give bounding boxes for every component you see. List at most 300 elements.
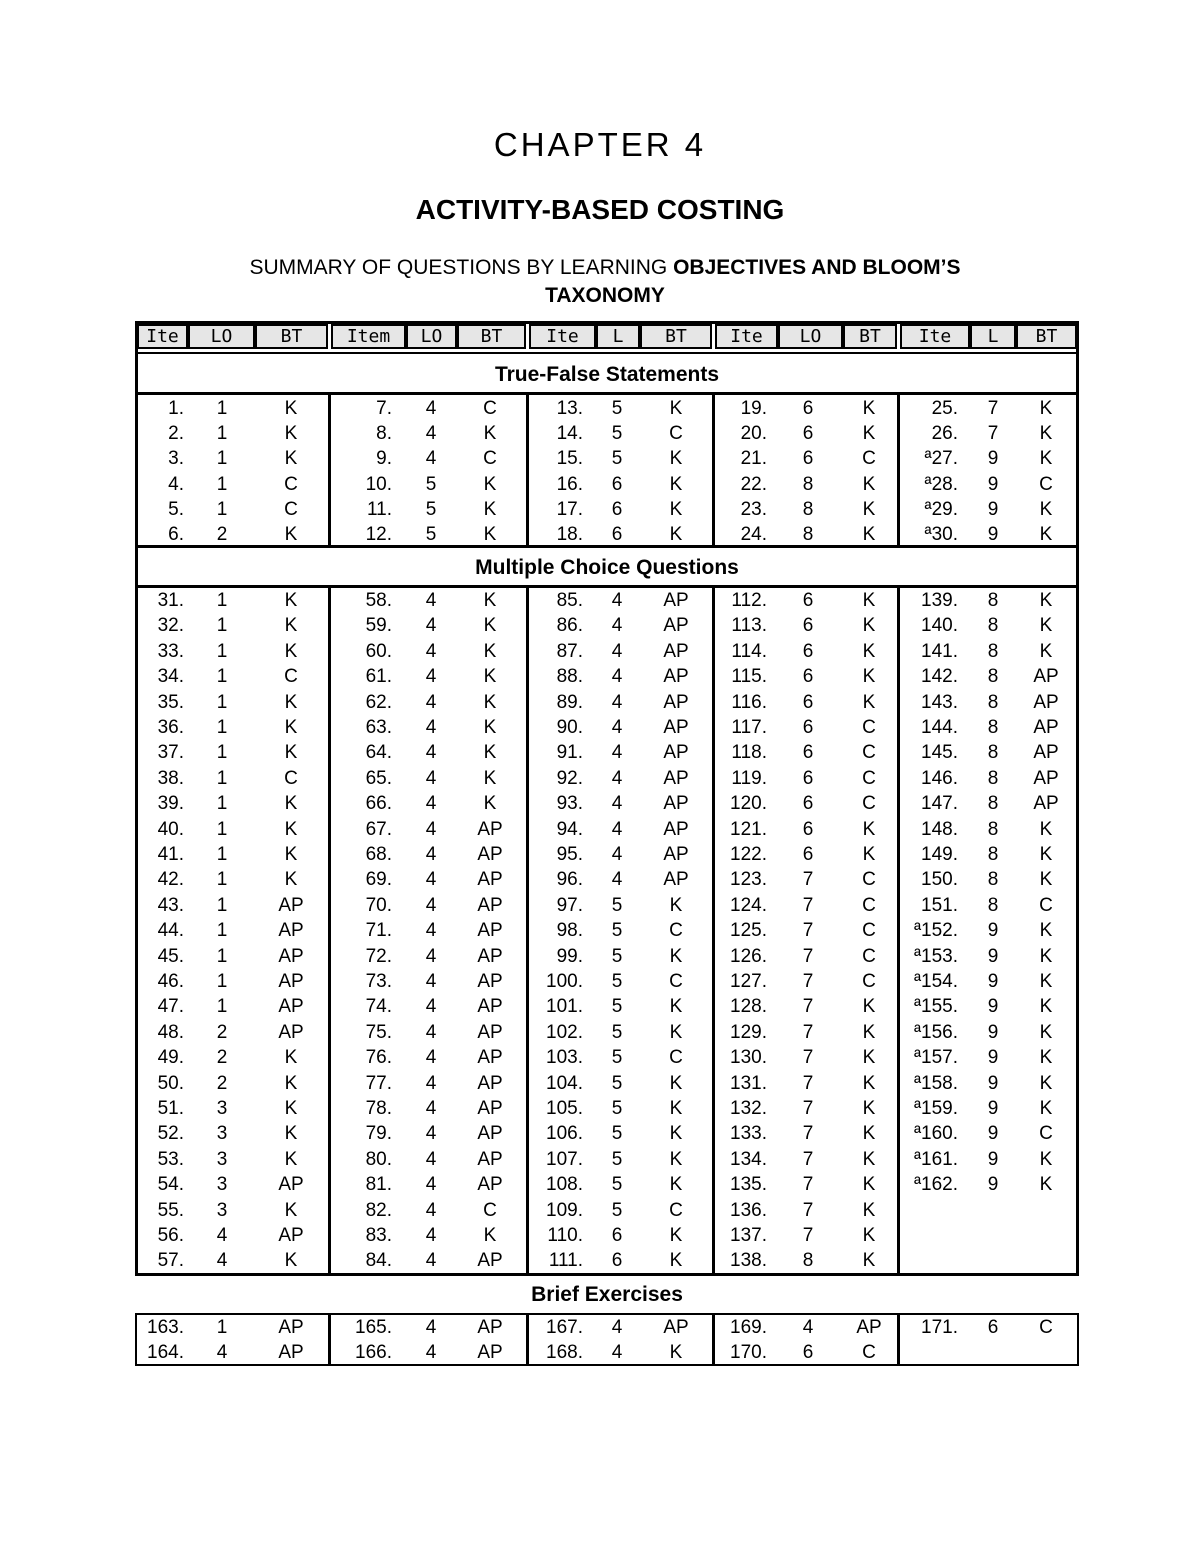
column-divider: [328, 392, 331, 547]
lo-value: 2: [216, 524, 228, 545]
bt-value: AP: [278, 971, 304, 992]
bt-value: K: [483, 1225, 497, 1246]
lo-value: 4: [425, 1123, 437, 1145]
item-number: 109.: [546, 1199, 583, 1221]
bt-value: K: [483, 473, 497, 495]
column-divider: [526, 585, 529, 1276]
item-number: 85.: [556, 590, 583, 611]
column-divider: [897, 392, 900, 547]
lo-value: 7: [802, 1225, 814, 1246]
bt-value: K: [669, 524, 683, 545]
lo-value: 5: [611, 920, 623, 942]
lo-value: 5: [425, 524, 437, 545]
item-number: 23.: [740, 498, 767, 520]
lo-value: 4: [611, 615, 623, 637]
column-header: Ite: [137, 324, 188, 349]
lo-value: 6: [802, 844, 814, 865]
lo-value: 5: [611, 996, 623, 1018]
bt-value: K: [669, 1342, 683, 1363]
item-number: 55.: [157, 1199, 184, 1221]
bt-value: K: [862, 640, 876, 662]
lo-value: 4: [611, 793, 623, 815]
bt-value: K: [284, 1072, 298, 1094]
bt-value: K: [669, 1021, 683, 1043]
lo-value: 8: [987, 590, 999, 611]
item-number: 48.: [157, 1021, 184, 1043]
item-number: 78.: [365, 1098, 392, 1119]
item-number: 50.: [157, 1072, 184, 1094]
bt-value: AP: [1033, 767, 1059, 789]
lo-value: 4: [425, 717, 437, 738]
lo-value: 7: [802, 996, 814, 1018]
item-number: 79.: [365, 1123, 392, 1145]
lo-value: 9: [987, 1098, 999, 1119]
bt-value: K: [862, 666, 876, 688]
bt-value: K: [483, 640, 497, 662]
item-number: 82.: [365, 1199, 392, 1221]
item-number: 88.: [556, 666, 583, 688]
lo-value: 5: [611, 945, 623, 967]
bt-value: K: [862, 398, 876, 419]
bt-value: K: [862, 1021, 876, 1043]
lo-value: 4: [425, 615, 437, 637]
lo-value: 3: [216, 1199, 228, 1221]
lo-value: 8: [987, 640, 999, 662]
bt-value: K: [862, 1047, 876, 1069]
item-number: 52.: [157, 1123, 184, 1145]
item-number: 57.: [157, 1250, 184, 1272]
bt-value: AP: [477, 1317, 503, 1338]
lo-value: 8: [987, 666, 999, 688]
item-number: 135.: [730, 1174, 767, 1196]
item-number: 39.: [157, 793, 184, 815]
lo-value: 4: [425, 1047, 437, 1069]
item-number: 114.: [731, 640, 767, 662]
lo-value: 9: [987, 1021, 999, 1043]
lo-value: 6: [802, 398, 814, 419]
lo-value: 1: [216, 498, 228, 520]
bt-value: K: [1039, 869, 1053, 891]
item-number: 5.: [168, 498, 184, 520]
bt-value: K: [284, 615, 298, 637]
item-number: 115.: [731, 666, 767, 688]
lo-value: 1: [216, 996, 228, 1018]
bt-value: K: [483, 590, 497, 611]
item-number: ª159.: [913, 1098, 958, 1119]
item-number: 140.: [921, 615, 958, 637]
bt-value: K: [669, 398, 683, 419]
column-divider: [712, 585, 715, 1276]
bt-value: K: [862, 818, 876, 840]
bt-value: C: [483, 1199, 497, 1221]
item-number: 45.: [157, 945, 184, 967]
item-number: 65.: [365, 767, 392, 789]
item-number: 14.: [556, 423, 583, 445]
lo-value: 4: [611, 844, 623, 865]
item-number: 107.: [546, 1148, 583, 1170]
bt-value: K: [862, 1199, 876, 1221]
bt-value: AP: [278, 945, 304, 967]
item-number: 148.: [921, 818, 958, 840]
lo-value: 1: [216, 1317, 228, 1338]
item-number: 22.: [740, 473, 767, 495]
bt-value: K: [483, 767, 497, 789]
lo-value: 1: [216, 945, 228, 967]
item-number: 98.: [556, 920, 583, 942]
lo-value: 6: [802, 615, 814, 637]
item-number: 9.: [376, 448, 392, 470]
bt-value: AP: [663, 742, 689, 764]
bt-value: C: [284, 498, 298, 520]
item-number: ª27.: [924, 448, 958, 470]
item-number: 133.: [730, 1123, 767, 1145]
lo-value: 7: [987, 423, 999, 445]
bt-value: K: [669, 448, 683, 470]
bt-value: K: [669, 1123, 683, 1145]
lo-value: 4: [425, 1098, 437, 1119]
item-number: 112.: [731, 590, 767, 611]
column-header: Item: [331, 324, 406, 349]
bt-value: AP: [1033, 717, 1059, 738]
bt-value: AP: [663, 691, 689, 713]
lo-value: 1: [216, 844, 228, 865]
item-number: 59.: [365, 615, 392, 637]
item-number: 101.: [546, 996, 583, 1018]
lo-value: 4: [611, 590, 623, 611]
lo-value: 1: [216, 615, 228, 637]
bt-value: C: [483, 398, 497, 419]
lo-value: 1: [216, 767, 228, 789]
item-number: 144.: [921, 717, 958, 738]
item-number: 16.: [556, 473, 583, 495]
item-number: 4.: [168, 473, 184, 495]
bt-value: AP: [477, 971, 503, 992]
bt-value: K: [483, 793, 497, 815]
bt-value: K: [862, 1250, 876, 1272]
item-number: 105.: [546, 1098, 583, 1119]
lo-value: 4: [425, 1174, 437, 1196]
item-number: 90.: [556, 717, 583, 738]
bt-value: K: [284, 717, 298, 738]
lo-value: 4: [611, 666, 623, 688]
item-number: 111.: [548, 1250, 583, 1272]
section-title-true-false: True-False Statements: [494, 363, 720, 386]
lo-value: 7: [802, 1174, 814, 1196]
lo-value: 5: [425, 473, 437, 495]
bt-value: K: [284, 691, 298, 713]
item-number: 75.: [365, 1021, 392, 1043]
bt-value: AP: [1033, 666, 1059, 688]
item-number: 47.: [157, 996, 184, 1018]
item-number: 126.: [730, 945, 767, 967]
bt-value: K: [1039, 920, 1053, 942]
bt-value: K: [1039, 818, 1053, 840]
bt-value: AP: [278, 894, 304, 916]
item-number: 18.: [556, 524, 583, 545]
bt-value: K: [1039, 1148, 1053, 1170]
lo-value: 9: [987, 498, 999, 520]
item-number: ª29.: [924, 498, 958, 520]
lo-value: 6: [802, 640, 814, 662]
bt-value: K: [669, 1148, 683, 1170]
item-number: 146.: [921, 767, 958, 789]
bt-value: K: [284, 448, 298, 470]
item-number: 110.: [547, 1225, 583, 1246]
item-number: 89.: [556, 691, 583, 713]
lo-value: 8: [802, 498, 814, 520]
bt-value: AP: [663, 844, 689, 865]
item-number: 41.: [157, 844, 184, 865]
bt-value: C: [862, 945, 876, 967]
column-header: L: [970, 324, 1016, 349]
lo-value: 4: [216, 1342, 228, 1363]
item-number: 143.: [921, 691, 958, 713]
lo-value: 4: [425, 793, 437, 815]
item-number: 7.: [376, 398, 392, 419]
bt-value: K: [284, 423, 298, 445]
bt-value: K: [284, 818, 298, 840]
bt-value: AP: [278, 1317, 304, 1338]
item-number: 70.: [365, 894, 392, 916]
item-number: 15.: [556, 448, 583, 470]
section-title-brief-exercises: Brief Exercises: [531, 1283, 683, 1306]
item-number: 49.: [157, 1047, 184, 1069]
item-number: 36.: [157, 717, 184, 738]
item-number: 166.: [355, 1342, 392, 1363]
bt-value: AP: [663, 818, 689, 840]
item-number: 134.: [730, 1148, 767, 1170]
bt-value: AP: [477, 869, 503, 891]
bt-value: K: [862, 996, 876, 1018]
lo-value: 9: [987, 920, 999, 942]
lo-value: 5: [611, 1123, 623, 1145]
item-number: 121.: [730, 818, 767, 840]
item-number: 145.: [921, 742, 958, 764]
item-number: 8.: [376, 423, 392, 445]
section-title-multiple-choice: Multiple Choice Questions: [475, 556, 739, 579]
lo-value: 6: [802, 423, 814, 445]
bt-value: C: [1039, 894, 1053, 916]
lo-value: 7: [802, 1047, 814, 1069]
bt-value: C: [862, 793, 876, 815]
item-number: ª155.: [913, 996, 958, 1018]
item-number: 171.: [921, 1317, 958, 1338]
bt-value: K: [862, 1098, 876, 1119]
item-number: 44.: [157, 920, 184, 942]
bt-value: C: [669, 971, 683, 992]
lo-value: 6: [611, 524, 623, 545]
lo-value: 9: [987, 971, 999, 992]
bt-value: AP: [477, 920, 503, 942]
item-number: 66.: [365, 793, 392, 815]
lo-value: 1: [216, 920, 228, 942]
item-number: 132.: [730, 1098, 767, 1119]
bt-value: C: [862, 717, 876, 738]
bt-value: K: [483, 615, 497, 637]
bt-value: AP: [477, 894, 503, 916]
item-number: 139.: [921, 590, 958, 611]
lo-value: 9: [987, 945, 999, 967]
lo-value: 4: [611, 869, 623, 891]
item-number: ª162.: [913, 1174, 958, 1196]
bt-value: K: [669, 1072, 683, 1094]
bt-value: K: [1039, 844, 1053, 865]
lo-value: 1: [216, 666, 228, 688]
bt-value: C: [1039, 1317, 1053, 1338]
item-number: 2.: [168, 423, 184, 445]
bt-value: AP: [477, 818, 503, 840]
lo-value: 7: [802, 1199, 814, 1221]
bt-value: K: [1039, 498, 1053, 520]
bt-value: K: [862, 615, 876, 637]
lo-value: 7: [802, 1123, 814, 1145]
item-number: 77.: [365, 1072, 392, 1094]
bt-value: K: [1039, 996, 1053, 1018]
item-number: 163.: [147, 1317, 184, 1338]
bt-value: K: [862, 1225, 876, 1246]
column-header: BT: [255, 324, 328, 349]
lo-value: 8: [987, 818, 999, 840]
lo-value: 4: [611, 691, 623, 713]
bt-value: K: [284, 793, 298, 815]
bt-value: K: [862, 1072, 876, 1094]
lo-value: 4: [425, 1317, 437, 1338]
lo-value: 3: [216, 1148, 228, 1170]
lo-value: 4: [425, 742, 437, 764]
page-title: ACTIVITY-BASED COSTING: [415, 194, 785, 225]
item-number: 71.: [365, 920, 392, 942]
lo-value: 4: [425, 996, 437, 1018]
lo-value: 4: [425, 398, 437, 419]
item-number: 12.: [365, 524, 392, 545]
lo-value: 4: [425, 844, 437, 865]
lo-value: 6: [802, 691, 814, 713]
item-number: 3.: [168, 448, 184, 470]
lo-value: 6: [802, 448, 814, 470]
item-number: 123.: [730, 869, 767, 891]
lo-value: 6: [987, 1317, 999, 1338]
bt-value: K: [284, 398, 298, 419]
item-number: ª153.: [913, 945, 958, 967]
lo-value: 4: [425, 1225, 437, 1246]
item-number: ª30.: [924, 524, 958, 545]
lo-value: 8: [987, 742, 999, 764]
item-number: 131.: [730, 1072, 767, 1094]
bt-value: AP: [663, 793, 689, 815]
column-header: BT: [843, 324, 897, 349]
bt-value: AP: [663, 640, 689, 662]
item-number: 72.: [365, 945, 392, 967]
bt-value: AP: [663, 590, 689, 611]
item-number: 26.: [931, 423, 958, 445]
item-number: 142.: [921, 666, 958, 688]
item-number: 167.: [546, 1317, 583, 1338]
lo-value: 8: [987, 615, 999, 637]
column-divider: [526, 392, 529, 547]
bt-value: AP: [477, 1148, 503, 1170]
item-number: 6.: [168, 524, 184, 545]
item-number: ª152.: [913, 920, 958, 942]
item-number: 80.: [365, 1148, 392, 1170]
item-number: ª154.: [913, 971, 958, 992]
item-number: 25.: [931, 398, 958, 419]
bt-value: AP: [477, 1047, 503, 1069]
lo-value: 2: [216, 1072, 228, 1094]
item-number: ª156.: [913, 1021, 958, 1043]
bt-value: C: [669, 920, 683, 942]
item-number: 136.: [730, 1199, 767, 1221]
item-number: 124.: [730, 894, 767, 916]
lo-value: 4: [425, 691, 437, 713]
lo-value: 8: [987, 767, 999, 789]
column-header: LO: [188, 324, 255, 349]
item-number: 127.: [730, 971, 767, 992]
bt-value: K: [669, 1174, 683, 1196]
item-number: 24.: [740, 524, 767, 545]
bt-value: K: [669, 1225, 683, 1246]
bt-value: K: [1039, 423, 1053, 445]
lo-value: 9: [987, 1148, 999, 1170]
lo-value: 1: [216, 818, 228, 840]
lo-value: 7: [802, 894, 814, 916]
lo-value: 7: [987, 398, 999, 419]
item-number: 32.: [157, 615, 184, 637]
lo-value: 4: [425, 971, 437, 992]
bt-value: AP: [278, 1021, 304, 1043]
bt-value: C: [669, 1199, 683, 1221]
lo-value: 8: [987, 894, 999, 916]
item-number: 43.: [157, 894, 184, 916]
bt-value: K: [483, 498, 497, 520]
lo-value: 6: [611, 498, 623, 520]
bt-value: K: [483, 666, 497, 688]
bt-value: C: [862, 920, 876, 942]
item-number: 120.: [730, 793, 767, 815]
lo-value: 4: [216, 1250, 228, 1272]
bt-value: AP: [278, 996, 304, 1018]
bt-value: C: [284, 767, 298, 789]
lo-value: 9: [987, 1072, 999, 1094]
bt-value: AP: [477, 844, 503, 865]
bt-value: K: [284, 1199, 298, 1221]
column-header: Ite: [715, 324, 778, 349]
bt-value: AP: [278, 920, 304, 942]
lo-value: 9: [987, 448, 999, 470]
lo-value: 6: [611, 1250, 623, 1272]
header-divider: [135, 352, 1079, 354]
lo-value: 2: [216, 1021, 228, 1043]
chapter-title: CHAPTER 4: [493, 126, 707, 163]
bt-value: K: [1039, 590, 1053, 611]
bt-value: K: [284, 1098, 298, 1119]
bt-value: C: [284, 666, 298, 688]
lo-value: 4: [611, 640, 623, 662]
bt-value: AP: [278, 1342, 304, 1363]
item-number: 67.: [365, 818, 392, 840]
lo-value: 1: [216, 423, 228, 445]
item-number: 21.: [740, 448, 767, 470]
lo-value: 9: [987, 473, 999, 495]
bt-value: AP: [663, 1317, 689, 1338]
lo-value: 7: [802, 1072, 814, 1094]
lo-value: 5: [611, 894, 623, 916]
bt-value: K: [483, 524, 497, 545]
item-number: 128.: [730, 996, 767, 1018]
lo-value: 9: [987, 524, 999, 545]
item-number: 83.: [365, 1225, 392, 1246]
bt-value: K: [862, 1123, 876, 1145]
item-number: 138.: [730, 1250, 767, 1272]
